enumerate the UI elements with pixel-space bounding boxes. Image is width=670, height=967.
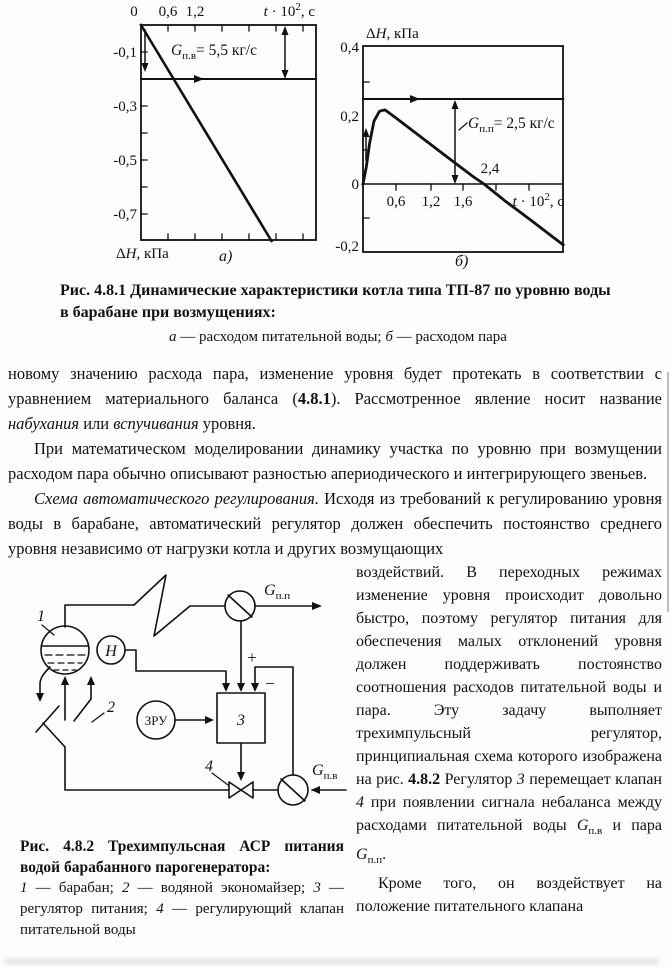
chart-b-y-tick-label: 0,4 (340, 40, 359, 56)
legend-item-number: 2 (121, 880, 130, 896)
caption-title: Трехимпульсная АСР питания водой барабанного парогенератора: (20, 838, 344, 876)
chart-a-annotation: $G_{п.в}= 5,5$ кг/с (171, 42, 257, 62)
figure-4-8-1-caption (60, 280, 616, 348)
chart-b-x-tick-label: 0,6 (386, 194, 406, 210)
down-arrow-icon (222, 683, 230, 692)
right-arrow-icon (312, 602, 322, 610)
level-sensor-label: Н (105, 643, 117, 660)
chart-a-panel-label: а) (219, 248, 233, 265)
chart-a-y-tick-label: -0,3 (113, 99, 137, 115)
down-arrow-icon (452, 175, 459, 184)
figure-reference: 4.8.2 (408, 771, 441, 788)
level-signal-line (125, 650, 226, 683)
wrap-section (8, 561, 663, 938)
down-arrow-icon (237, 772, 245, 781)
legend-item-text: — регулирующий клапан питательной воды (20, 901, 344, 938)
chart-a-x-tick-label: 1,2 (185, 4, 205, 20)
chart-a (113, 1, 316, 265)
term-italic: вспучивания (113, 414, 199, 433)
chart-b (335, 26, 564, 270)
item-reference-italic: 4 (356, 794, 364, 811)
item-reference-italic: 3 (516, 771, 525, 788)
figure-4-8-2 (8, 564, 348, 941)
down-arrow-icon (36, 693, 44, 702)
paragraph-text: Регулятор (440, 771, 517, 788)
chart-a-y-tick-label: -0,1 (113, 45, 137, 61)
flow-symbol: G (576, 817, 589, 834)
chart-b-y-tick-label: -0,2 (335, 239, 359, 255)
up-arrow-icon (282, 26, 289, 35)
paragraph-text: или (79, 414, 114, 433)
right-arrow-icon (205, 716, 214, 724)
section-lead-italic: Схема автоматического регулирования. (34, 489, 319, 508)
feedwater-flow-label: $G_{п.в}$ (312, 762, 338, 782)
chart-b-x-tick-label: 1,6 (453, 194, 473, 210)
plus-sign: + (247, 648, 257, 667)
figure-number: Рис. 4.8.1 (60, 282, 131, 299)
flow-symbol-subscript: п.в (588, 825, 603, 838)
paragraph-text: при появлении сигнала небаланса между расходами питательной воды (356, 794, 662, 834)
drum-symbol (41, 626, 89, 674)
paragraph-text: уровня. (198, 414, 256, 433)
valve-label: 4 (205, 758, 213, 775)
down-arrow-icon (142, 63, 149, 72)
figure-4-8-2-legend (20, 878, 344, 941)
scan-edge-artifact (667, 372, 669, 612)
chart-b-y-tick-label: 0 (351, 177, 359, 193)
equation-reference: 4.8.1 (297, 389, 331, 408)
figure-4-8-1-legend (60, 326, 616, 348)
chart-a-y-tick-label: -0,5 (113, 153, 137, 169)
valve-icon (241, 782, 253, 798)
figure-4-8-2-caption (20, 836, 344, 878)
figure-number: Рис. 4.8.2 (20, 838, 109, 855)
chart-b-arrows (363, 95, 468, 184)
chart-a-y-axis-label: ΔH, кПа (116, 246, 169, 262)
paragraph-text: и пара (602, 817, 663, 834)
legend-item-number: 3 (313, 880, 321, 896)
down-arrow-icon (251, 683, 259, 692)
chart-a-y-tick-label: -0,7 (113, 207, 137, 223)
paragraph-text: Исходя из требований к регулированию уровня воды в барабане, автоматический регулятор должен обеспечить постоянство среднего уровня независимо от нагрузки котла и других возмущающих (8, 489, 662, 558)
down-arrow-icon (237, 683, 245, 692)
paragraph-text: перемещает клапан (524, 771, 662, 788)
annotation-leader (459, 123, 467, 130)
economizer-label: 2 (107, 699, 115, 716)
pipe-break-icon (36, 706, 65, 747)
right-arrow-icon (194, 75, 204, 83)
chart-b-x-axis-label: $t \cdot 10^2$, с (512, 191, 564, 210)
legend-item-text: — расходом пара (392, 329, 507, 345)
left-arrow-icon (311, 786, 320, 794)
legend-item-number: 1 (20, 880, 28, 896)
steam-flow-label: $G_{п.п}$ (264, 582, 291, 602)
chart-b-y-tick-label: 0,2 (340, 109, 359, 125)
flow-symbol-subscript: п.п (367, 854, 383, 867)
chart-a-x-axis-label: $t \cdot 10^2$, с (263, 1, 315, 20)
figure-4-8-1 (8, 0, 662, 270)
paragraph-4: Кроме того, он воздействует на положение питательного клапана (356, 875, 662, 916)
legend-item-letter: а (169, 329, 177, 345)
chart-b-y-axis-label: ΔH, кПа (366, 26, 419, 42)
label-4-leader (212, 773, 228, 785)
paragraph-text: воздействий. В переходных режимах изменение уровня происходит довольно быстро, поэтому регулятор питания для обеспечения малых отклонений уровня должен поддерживать постоянство соотношения расходов питательной воды и пара. Эту задачу выполняет трехимпульсный регулятор, принципиальная схема которого изображена на рис. (356, 564, 662, 788)
chart-a-x-tick-label: 0,6 (158, 4, 178, 20)
caption-title: Динамические характеристики котла типа ТП-87 по уровню воды (130, 282, 611, 299)
up-arrow-icon (452, 100, 459, 109)
up-arrow-icon (61, 676, 69, 685)
downcomer-line (40, 667, 50, 694)
chart-b-crossing-label: 2,4 (480, 161, 500, 177)
right-arrow-icon (410, 95, 420, 103)
figure-4-8-1-charts (8, 0, 670, 270)
body-text (8, 361, 662, 561)
minus-sign: − (265, 674, 275, 693)
chart-b-panel-label: б) (455, 253, 469, 270)
chart-a-x-zero: 0 (130, 4, 138, 20)
down-arrow-icon (282, 70, 289, 79)
paragraph-2: При математическом моделировании динамику участка по уровню при возмущении расходом пара обычно описывают разностью апериодического и интегрирующего звеньев. (8, 439, 662, 483)
paragraph-3-full-width (8, 486, 662, 561)
flow-symbol: G (356, 846, 368, 864)
figure-4-8-2-diagram (8, 564, 348, 826)
paragraph-text: ). Рассмотренное явление носит название (330, 389, 662, 408)
legend-item-letter: б (385, 329, 393, 345)
regulator-label: 3 (237, 712, 245, 729)
valve-icon (229, 782, 241, 798)
caption-title-line2: в барабане при возмущениях: (60, 304, 276, 321)
paragraph-text: новому значению расхода пара, изменение уровня будет протекать в соответствии с уравнением материального баланса ( (8, 364, 662, 408)
chart-b-x-tick-label: 1,2 (421, 194, 441, 210)
setpoint-device-label: ЗРУ (144, 713, 168, 728)
chart-b-annotation: $G_{п.п}= 2,5$ кг/с (468, 115, 555, 135)
paragraph-text: . (382, 846, 387, 864)
paragraph-1 (8, 361, 662, 436)
up-arrow-icon (87, 676, 95, 685)
legend-item-text: — регулятор питания; (20, 880, 345, 917)
legend-item-text: — расходом питательной воды; (176, 329, 386, 345)
steam-pipe (65, 605, 134, 627)
term-italic: набухания (8, 414, 80, 433)
scan-artifact (4, 958, 659, 965)
label-2-leader (92, 713, 104, 722)
legend-item-text: — барабан; (27, 880, 122, 896)
riser-line (74, 685, 91, 721)
legend-item-number: 4 (156, 901, 164, 917)
legend-item-text: — водяной экономайзер; (129, 880, 314, 896)
pipe-break-icon (134, 575, 225, 636)
drum-label: 1 (37, 608, 45, 625)
